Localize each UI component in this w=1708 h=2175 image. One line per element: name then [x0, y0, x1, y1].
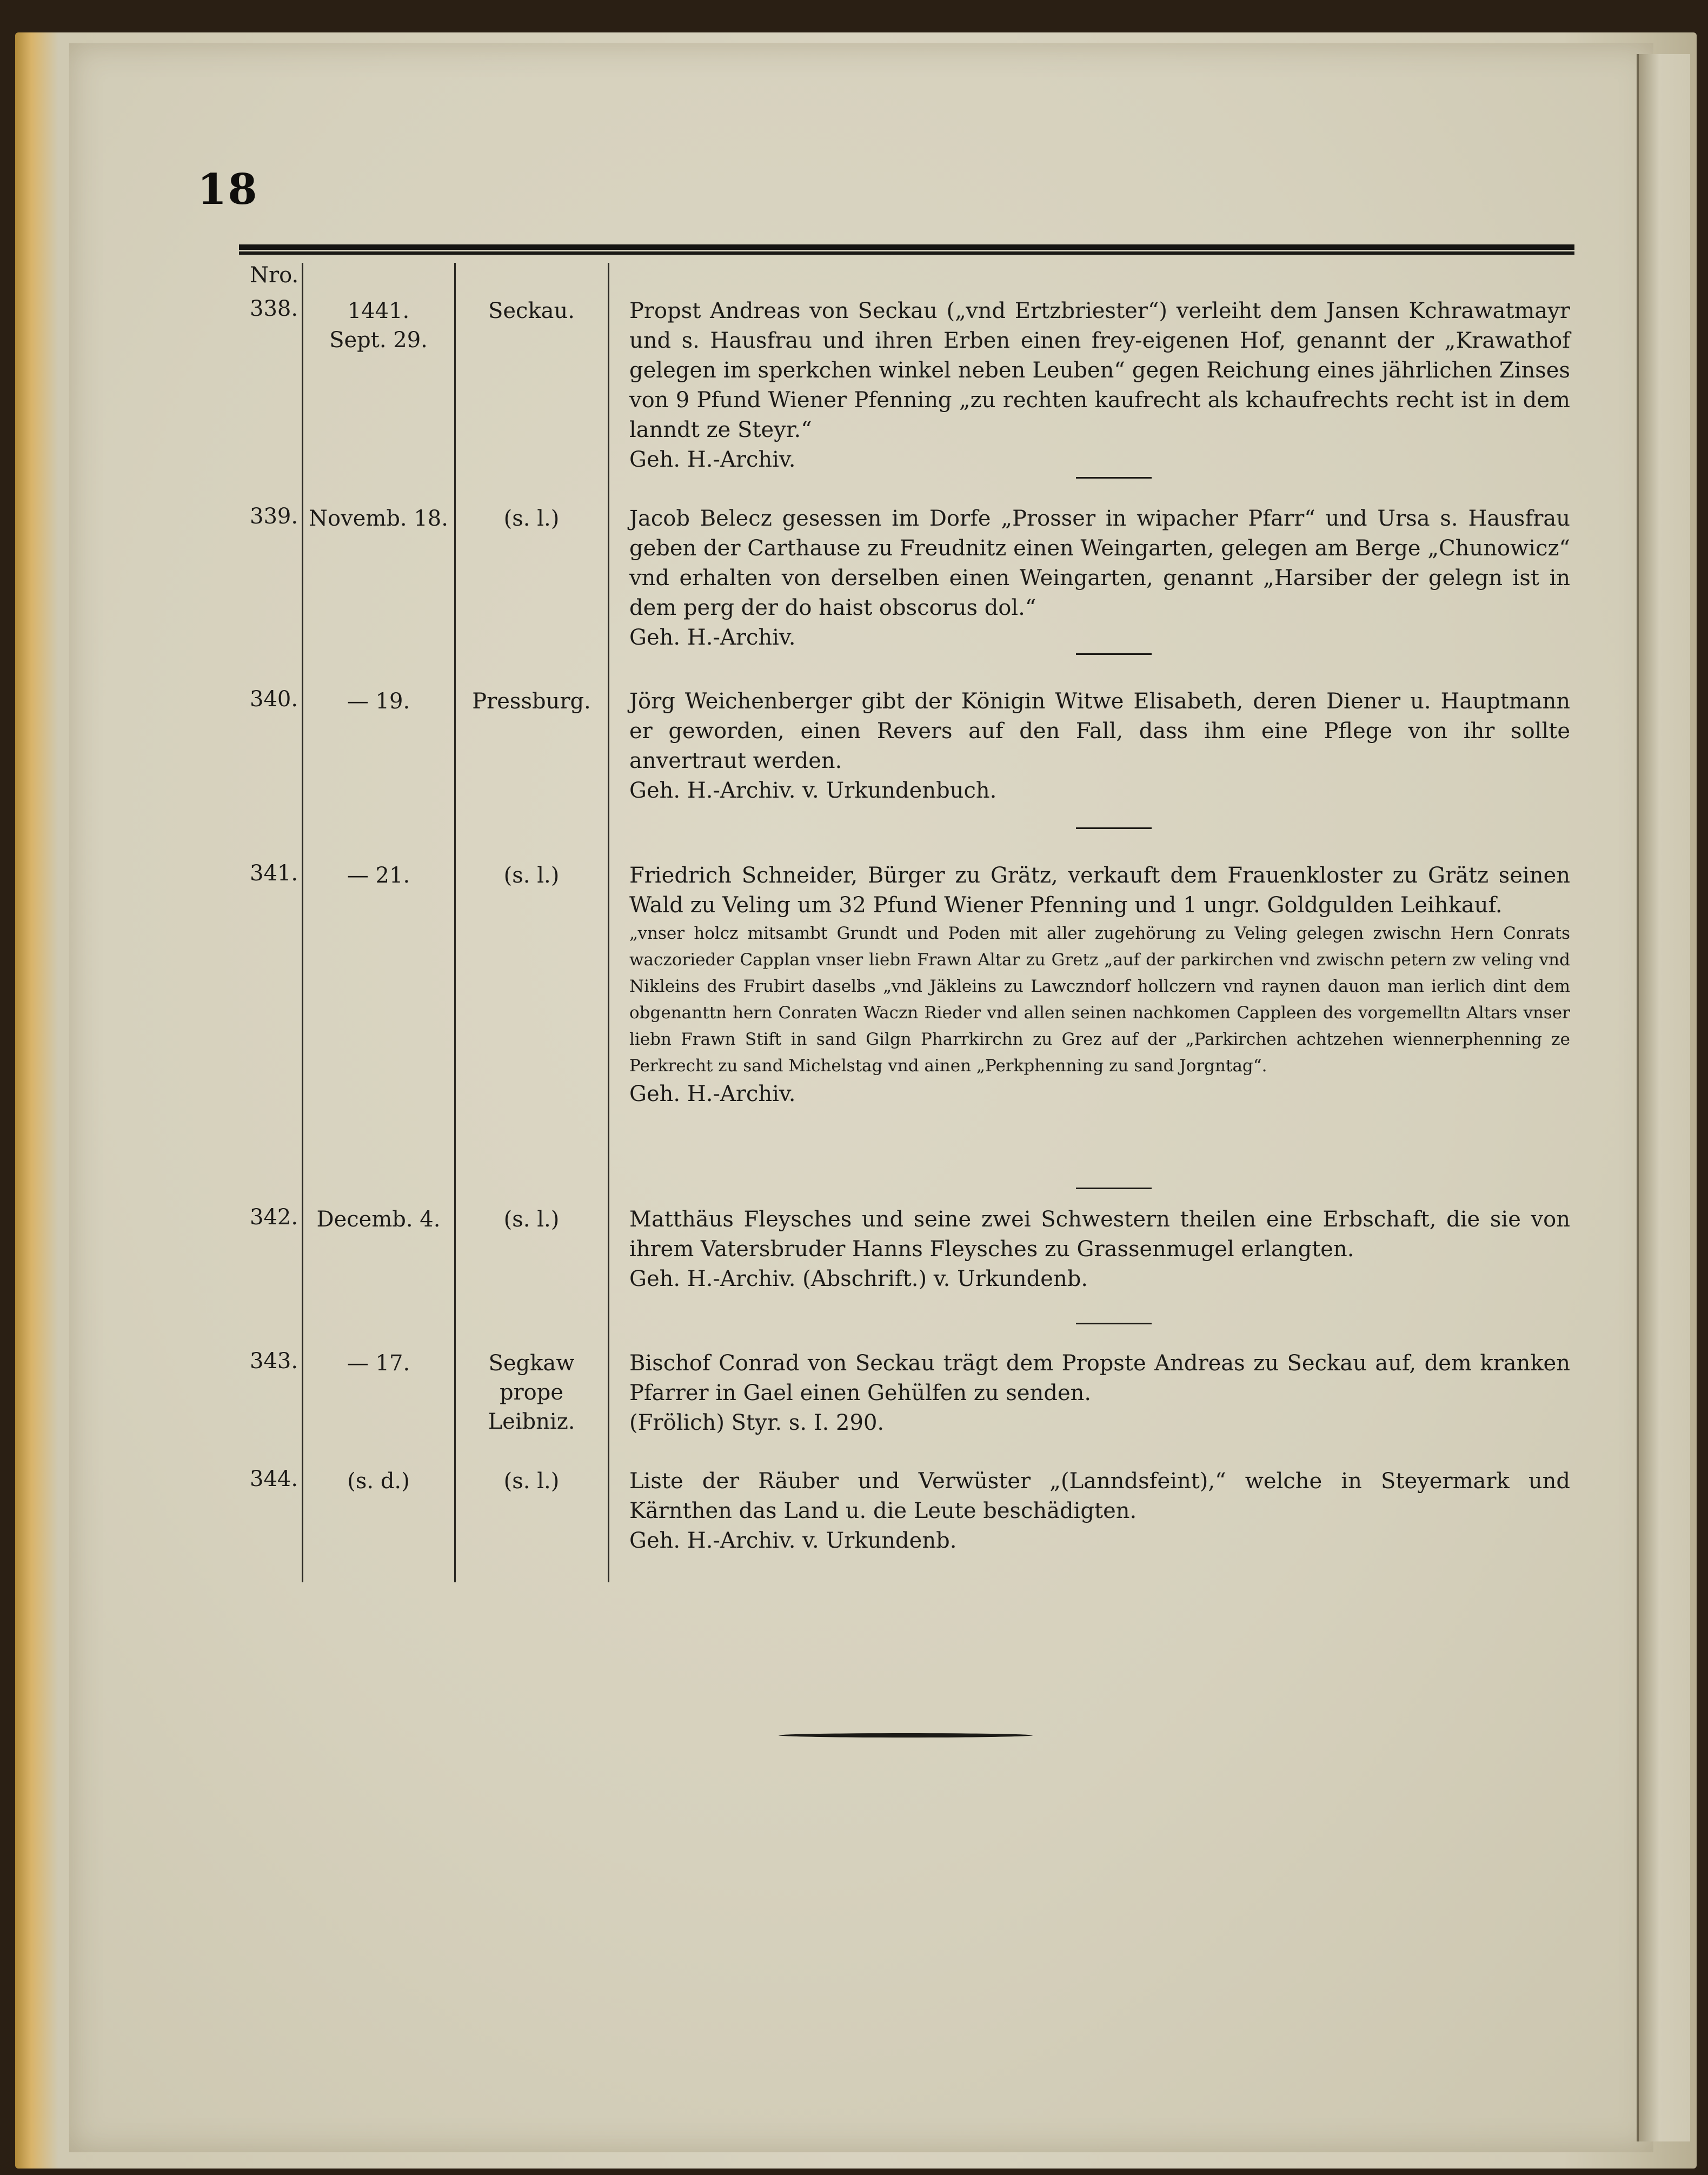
entry-date: [303, 296, 454, 355]
column-divider: [608, 263, 609, 1582]
entry-separator: [1076, 827, 1152, 829]
entry-separator: [1076, 477, 1152, 479]
entry-text: [629, 1349, 1570, 1438]
column-header-nro: Nro.: [250, 263, 299, 288]
date-line: Novemb. 18.: [309, 506, 448, 531]
document-quote: „vnser holcz mitsambt Grundt und Poden mit aller zugehörung zu Veling gelegen zwischn Hern Conrats waczorieder Capplan vnser liebn Frawn Altar zu Gretz „auf der parkirchen vnd zwischn petern zw veling vnd Nikleins des Frubirt daselbs „vnd Jäkleins zu Lawczndorf hollczern vnd raynen dauon man ierlich dint dem obgenanttn hern Conraten Waczn Rieder vnd allen seinen nachkomen Cappleen des vorgemelltn Altars vnser liebn Frawn Stift in sand Gilgn Pharrkirchn zu Grez auf der „Parkirchen achtzehen wiennerphenning ze Perkrecht zu sand Michelstag vnd ainen „Perkphenning zu sand Jorgntag“.: [629, 924, 1570, 1076]
regest-text: Propst Andreas von Seckau („vnd Ertzbriester“) verleiht dem Jansen Kchrawatmayr und s. Hausfrau und ihren Erben einen frey-eigenen Hof, genannt der „Krawathof gelegen im sperkchen winkel neben Leuben“ gegen Reichung eines jährlichen Zinses von 9 Pfund Wiener Pfenning „zu rechten kaufrecht als kchaufrechts recht ist in dem lanndt ze Steyr.“: [629, 299, 1570, 442]
entry-date: [303, 1205, 454, 1234]
regest-text: Bischof Conrad von Seckau trägt dem Propste Andreas zu Seckau auf, dem kranken Pfarrer in Gael einen Gehülfen zu senden.: [629, 1351, 1570, 1405]
entry-number: 344.: [250, 1467, 298, 1491]
source-reference: Geh. H.-Archiv. (Abschrift.) v. Urkundenb.: [629, 1266, 1088, 1291]
entry-place: Pressburg.: [472, 689, 591, 714]
source-reference: Geh. H.-Archiv.: [629, 625, 796, 650]
closing-ornament-rule: [779, 1733, 1033, 1738]
source-reference: Geh. H.-Archiv.: [629, 1082, 796, 1106]
entry-date: [303, 687, 454, 716]
next-page-edge: [1637, 54, 1690, 2141]
regest-text: Friedrich Schneider, Bürger zu Grätz, verkauft dem Frauenkloster zu Grätz seinen Wald zu Veling um 32 Pfund Wiener Pfenning und 1 ungr. Goldgulden Leihkauf.: [629, 863, 1570, 918]
place-line: Segkaw: [488, 1351, 575, 1376]
regest-text: Jörg Weichenberger gibt der Königin Witwe Elisabeth, deren Diener u. Hauptmann er geworden, einen Revers auf den Fall, dass ihm eine Pflege von ihr sollte anvertraut werden.: [629, 689, 1570, 773]
source-reference: Geh. H.-Archiv.: [629, 447, 796, 472]
entry-number: 338.: [250, 296, 298, 321]
date-line: 1441.: [347, 299, 410, 323]
entry-number: 341.: [250, 861, 298, 886]
regest-text: Liste der Räuber und Verwüster „(Lanndsfeint),“ welche in Steyermark und Kärnthen das Land u. die Leute beschädigten.: [629, 1469, 1570, 1523]
entry-date: [303, 504, 454, 533]
date-line: Decemb. 4.: [316, 1207, 441, 1232]
entry-number: 343.: [250, 1349, 298, 1374]
entry-place: [455, 1349, 608, 1436]
date-line: — 17.: [347, 1351, 410, 1376]
entry-place: (s. l.): [503, 1469, 560, 1494]
entry-number: 340.: [250, 687, 298, 712]
entry-place: Seckau.: [488, 299, 575, 323]
entry-number: 339.: [250, 504, 298, 529]
entry-date: [303, 861, 454, 890]
date-line: (s. d.): [347, 1469, 410, 1494]
entry-place: (s. l.): [503, 863, 560, 888]
date-line: Sept. 29.: [329, 328, 428, 353]
entry-place: (s. l.): [503, 506, 560, 531]
source-reference: (Frölich) Styr. s. I. 290.: [629, 1410, 885, 1435]
entry-date: [303, 1349, 454, 1378]
entry-separator: [1076, 1323, 1152, 1324]
entry-separator: [1076, 653, 1152, 655]
date-line: — 21.: [347, 863, 410, 888]
header-rule: [239, 244, 1574, 251]
entry-number: 342.: [250, 1205, 298, 1230]
entry-text: [629, 861, 1570, 1109]
place-line: prope: [499, 1380, 564, 1405]
date-line: — 19.: [347, 689, 410, 714]
entry-text: [629, 296, 1570, 475]
entry-separator: [1076, 1188, 1152, 1189]
regest-text: Matthäus Fleysches und seine zwei Schwestern theilen eine Erbschaft, die sie von ihrem Vatersbruder Hanns Fleysches zu Grassenmugel erlangten.: [629, 1207, 1570, 1262]
entry-text: [629, 504, 1570, 653]
entry-place: (s. l.): [503, 1207, 560, 1232]
column-divider: [302, 263, 303, 1582]
entry-text: [629, 1205, 1570, 1294]
entry-text: [629, 687, 1570, 806]
regest-text: Jacob Belecz gesessen im Dorfe „Prosser in wipacher Pfarr“ und Ursa s. Hausfrau geben der Carthause zu Freudnitz einen Weingarten, gelegen am Berge „Chunowicz“ vnd erhalten von derselben einen Weingarten, genannt „Harsiber der gelegn ist in dem perg der do haist obscorus dol.“: [629, 506, 1570, 620]
place-line: Leibniz.: [488, 1409, 575, 1434]
source-reference: Geh. H.-Archiv. v. Urkundenb.: [629, 1528, 957, 1553]
source-reference: Geh. H.-Archiv. v. Urkundenbuch.: [629, 778, 997, 803]
entry-date: [303, 1467, 454, 1496]
page-number: 18: [197, 165, 258, 214]
entry-text: [629, 1467, 1570, 1556]
